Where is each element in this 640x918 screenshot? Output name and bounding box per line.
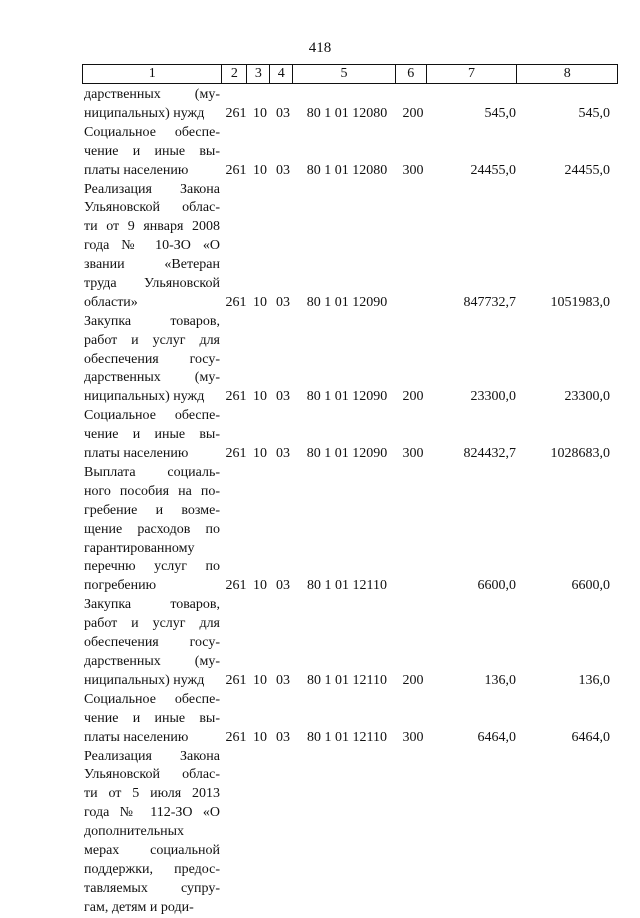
description-line: Реализация Закона (84, 748, 220, 764)
description-line: труда Ульяновской (84, 275, 220, 291)
table-row-values (82, 162, 618, 180)
table-row-values (82, 388, 618, 406)
cell-c7: 545,0 (484, 105, 516, 121)
cell-c3: 10 (253, 672, 267, 688)
cell-c5: 80 1 01 12090 (306, 446, 388, 462)
header-col-1: 1 (83, 65, 222, 83)
description-line: чение и иные вы- (84, 710, 220, 726)
description-line: дополнительных (84, 824, 185, 840)
description-line: щение расходов по (84, 521, 220, 537)
description-line: погребению (84, 578, 157, 594)
cell-c4: 03 (276, 672, 290, 688)
row-description (84, 181, 220, 313)
cell-c7: 24455,0 (470, 162, 516, 178)
cell-c3: 10 (253, 389, 267, 405)
cell-c4: 03 (276, 446, 290, 462)
table-row-values (82, 577, 618, 595)
cell-c2: 261 (225, 105, 247, 121)
cell-c2: 261 (225, 162, 247, 178)
row-description (84, 748, 220, 918)
table-row-values (82, 294, 618, 312)
description-line: перечню услуг по (84, 559, 220, 575)
description-line: чение и иные вы- (84, 427, 220, 443)
description-line: платы населению (84, 446, 189, 462)
description-line: года № 112-ЗО «О (84, 805, 220, 821)
description-line: дарственных (му- (84, 653, 220, 669)
description-line: тавляемых супру- (84, 880, 220, 896)
cell-c3: 10 (253, 294, 267, 310)
header-col-3: 3 (247, 65, 270, 83)
cell-c2: 261 (225, 729, 247, 745)
cell-c8: 24455,0 (564, 162, 610, 178)
table-row-values (82, 445, 618, 463)
description-line: мерах социальной (84, 842, 220, 858)
cell-c6: 200 (402, 389, 424, 405)
cell-c5: 80 1 01 12110 (307, 578, 387, 594)
cell-c4: 03 (276, 578, 290, 594)
cell-c5: 80 1 01 12090 (306, 389, 388, 405)
cell-c7: 136,0 (484, 672, 516, 688)
cell-c4: 03 (276, 162, 290, 178)
cell-c5: 80 1 01 12090 (306, 294, 388, 310)
cell-c5: 80 1 01 12080 (306, 105, 388, 121)
cell-c8: 1028683,0 (550, 446, 610, 462)
description-line: года № 10-ЗО «О (84, 238, 220, 254)
cell-c3: 10 (253, 105, 267, 121)
description-line: области» (84, 294, 138, 310)
table-row-values (82, 729, 618, 747)
cell-c8: 545,0 (578, 105, 610, 121)
header-col-2: 2 (222, 65, 247, 83)
cell-c4: 03 (276, 729, 290, 745)
cell-c7: 847732,7 (463, 294, 516, 310)
cell-c3: 10 (253, 162, 267, 178)
description-line: ниципальных) нужд (84, 389, 205, 405)
cell-c4: 03 (276, 105, 290, 121)
cell-c5: 80 1 01 12110 (307, 672, 387, 688)
header-col-8: 8 (563, 66, 571, 81)
description-line: ниципальных) нужд (84, 672, 205, 688)
description-line: работ и услуг для (84, 332, 220, 348)
cell-c5: 80 1 01 12080 (306, 162, 388, 178)
cell-c4: 03 (276, 389, 290, 405)
cell-c2: 261 (225, 389, 247, 405)
cell-c3: 10 (253, 729, 267, 745)
description-line: поддержки, предос- (84, 861, 220, 877)
cell-c2: 261 (225, 294, 247, 310)
cell-c2: 261 (225, 446, 247, 462)
description-line: Ульяновской облас- (84, 767, 220, 783)
description-line: платы населению (84, 729, 189, 745)
description-line: дарственных (му- (84, 87, 220, 102)
header-col-5: 5 (293, 65, 396, 83)
description-line: звании «Ветеран (84, 257, 220, 273)
description-line: дарственных (му- (84, 370, 220, 386)
description-line: Закупка товаров, (84, 313, 220, 329)
description-line: платы населению (84, 162, 189, 178)
table-row-values (82, 105, 618, 123)
cell-c2: 261 (225, 578, 247, 594)
cell-c8: 23300,0 (564, 389, 610, 405)
cell-c6: 300 (402, 729, 424, 745)
cell-c5: 80 1 01 12110 (307, 729, 387, 745)
cell-c7: 824432,7 (463, 446, 516, 462)
cell-c8: 6464,0 (571, 729, 610, 745)
cell-c2: 261 (225, 672, 247, 688)
table-row-values (82, 899, 618, 917)
cell-c6: 200 (402, 105, 424, 121)
cell-c8: 1051983,0 (550, 294, 610, 310)
description-line: Социальное обеспе- (84, 408, 220, 424)
table-row-values (82, 672, 618, 690)
description-line: Реализация Закона (84, 181, 220, 197)
description-line: ти от 9 января 2008 (84, 219, 220, 235)
description-line: Социальное обеспе- (84, 124, 220, 140)
cell-c7: 6600,0 (477, 578, 516, 594)
cell-c3: 10 (253, 446, 267, 462)
cell-c6: 300 (402, 446, 424, 462)
description-line: гам, детям и роди- (84, 899, 194, 915)
cell-c8: 136,0 (578, 672, 610, 688)
description-line: обеспечения госу- (84, 635, 220, 651)
cell-c8: 6600,0 (571, 578, 610, 594)
description-line: ти от 5 июля 2013 (84, 786, 220, 802)
cell-c6: 300 (402, 162, 424, 178)
cell-c4: 03 (276, 294, 290, 310)
cell-c6: 200 (402, 672, 424, 688)
table-header (82, 64, 618, 84)
cell-c7: 6464,0 (477, 729, 516, 745)
description-line: работ и услуг для (84, 616, 220, 632)
cell-c7: 23300,0 (470, 389, 516, 405)
header-col-7: 7 (427, 65, 518, 83)
description-line: Социальное обеспе- (84, 691, 220, 707)
description-line: ного пособия на по- (84, 483, 220, 499)
description-line: чение и иные вы- (84, 143, 220, 159)
description-line: гарантированному (84, 540, 195, 556)
header-col-6: 6 (396, 65, 427, 83)
description-line: ниципальных) нужд (84, 105, 205, 121)
description-line: гребение и возме- (84, 502, 220, 518)
description-line: обеспечения госу- (84, 351, 220, 367)
page-number: 418 (308, 40, 332, 56)
description-line: Закупка товаров, (84, 597, 220, 613)
cell-c3: 10 (253, 578, 267, 594)
row-description (84, 464, 220, 596)
description-line: Выплата социаль- (84, 465, 220, 480)
header-col-4: 4 (270, 65, 293, 83)
description-line: Ульяновской облас- (84, 200, 220, 216)
